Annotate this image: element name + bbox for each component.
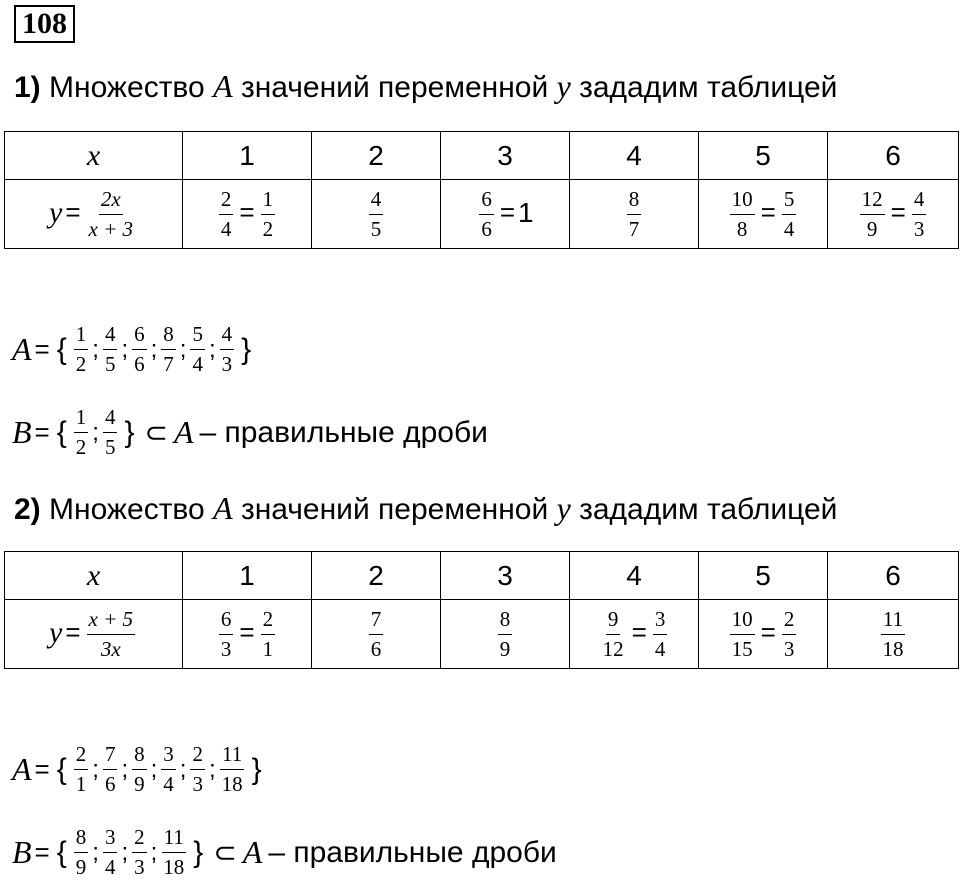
set-element [220, 322, 235, 377]
part1-label: 1) [14, 71, 41, 104]
set-element [132, 742, 147, 797]
numerator: 1 [74, 322, 89, 350]
set-note: – правильные дроби [268, 835, 557, 869]
numerator: 3 [103, 825, 118, 853]
x-header: x [5, 552, 183, 600]
separator: ; [92, 755, 99, 783]
table-row-x [5, 132, 959, 180]
x-value: 6 [828, 552, 959, 600]
y-value: $\frac{10}{15}$ = $\frac{2}{3}$ [699, 600, 828, 669]
denominator: 6 [104, 772, 116, 796]
denominator: 3 [134, 855, 145, 879]
denominator: 18 [163, 855, 185, 879]
y-formula: y = $\frac{x + 5}{3x}$ [5, 600, 183, 669]
numerator: 2 [132, 825, 147, 853]
numerator: 11 [220, 742, 244, 770]
set-element [190, 742, 205, 797]
superset-name: A [173, 414, 194, 450]
y-value: $\frac{6}{6}$ = 1 [441, 180, 570, 249]
numerator: 6 [132, 322, 147, 350]
denominator: 18 [221, 772, 243, 796]
numerator: 8 [74, 825, 89, 853]
numerator: 7 [103, 742, 118, 770]
x-value: 2 [312, 552, 441, 600]
y-value: $\frac{10}{8}$ = $\frac{5}{4}$ [699, 180, 828, 249]
y-value: $\frac{11}{18}$ [828, 600, 959, 669]
x-value: 6 [828, 132, 959, 180]
y-value: $\frac{8}{9}$ [441, 600, 570, 669]
task-number: 108 [14, 5, 75, 43]
numerator: 3 [161, 742, 176, 770]
set-element [132, 825, 147, 880]
equals-sign: = [34, 334, 50, 364]
x-value: 2 [312, 132, 441, 180]
part2-heading: 2) Множество A значений переменной y зададим таблицей [14, 490, 838, 526]
superset-name: A [242, 834, 263, 870]
set-name: A [12, 751, 32, 787]
open-brace: { [56, 752, 67, 786]
close-brace: } [241, 332, 252, 366]
table-row-y [5, 180, 959, 249]
open-brace: { [56, 332, 67, 366]
equals-sign: = [34, 837, 50, 867]
y-value: $\frac{4}{5}$ [312, 180, 441, 249]
close-brace: } [193, 835, 204, 869]
close-brace: } [124, 415, 135, 449]
denominator: 3 [192, 772, 203, 796]
numerator: 11 [162, 825, 186, 853]
set-name: A [12, 331, 32, 367]
equals-sign: = [34, 754, 50, 784]
numerator: 1 [74, 405, 89, 433]
separator: ; [150, 838, 158, 866]
x-value: 4 [570, 552, 699, 600]
part1-heading: 1) Множество A значений переменной y зададим таблицей [14, 68, 838, 104]
set-element [161, 825, 186, 880]
numerator: 4 [220, 322, 235, 350]
y-value: $\frac{9}{12}$ = $\frac{3}{4}$ [570, 600, 699, 669]
x-value: 3 [441, 132, 570, 180]
separator: ; [150, 755, 158, 783]
set-a-line-2 [12, 742, 266, 797]
denominator: 2 [75, 435, 87, 459]
set-element [74, 405, 89, 460]
open-brace: { [56, 415, 67, 449]
denominator: 4 [104, 855, 116, 879]
numerator: 8 [132, 742, 147, 770]
set-element [161, 322, 176, 377]
set-name: B [12, 834, 32, 870]
set-name: B [12, 414, 32, 450]
separator: ; [208, 335, 216, 363]
set-element [103, 405, 118, 460]
set-element [190, 322, 205, 377]
numerator: 2 [74, 742, 89, 770]
set-element [220, 742, 245, 797]
separator: ; [92, 335, 99, 363]
denominator: 5 [104, 352, 116, 376]
denominator: 2 [75, 352, 87, 376]
set-b-line-2 [12, 825, 557, 880]
separator: ; [121, 838, 129, 866]
set-note: – правильные дроби [199, 415, 488, 449]
set-element [74, 825, 89, 880]
denominator: 4 [192, 352, 203, 376]
table-row-x [5, 552, 959, 600]
separator: ; [150, 335, 158, 363]
y-value: $\frac{2}{4}$ = $\frac{1}{2}$ [183, 180, 312, 249]
set-element [103, 742, 118, 797]
set-element [74, 322, 89, 377]
values-table-1 [4, 131, 959, 249]
table-row-y [5, 600, 959, 669]
denominator: 5 [104, 435, 116, 459]
close-brace: } [251, 752, 262, 786]
y-value: $\frac{7}{6}$ [312, 600, 441, 669]
y-value: $\frac{8}{7}$ [570, 180, 699, 249]
open-brace: { [56, 835, 67, 869]
separator: ; [121, 755, 129, 783]
x-value: 1 [183, 552, 312, 600]
numerator: 4 [103, 405, 118, 433]
numerator: 5 [190, 322, 205, 350]
y-formula: y = $\frac{2x}{x + 3}$ [5, 180, 183, 249]
separator: ; [179, 335, 187, 363]
separator: ; [208, 755, 216, 783]
numerator: 2 [190, 742, 205, 770]
subset-symbol: ⊂ [213, 837, 237, 868]
set-a-line-1 [12, 322, 255, 377]
x-value: 1 [183, 132, 312, 180]
denominator: 6 [134, 352, 145, 376]
set-element [161, 742, 176, 797]
x-header: x [5, 132, 183, 180]
x-value: 4 [570, 132, 699, 180]
y-value: $\frac{12}{9}$ = $\frac{4}{3}$ [828, 180, 959, 249]
separator: ; [92, 418, 99, 446]
separator: ; [92, 838, 99, 866]
numerator: 4 [103, 322, 118, 350]
set-element [74, 742, 89, 797]
numerator: 8 [161, 322, 176, 350]
denominator: 3 [221, 352, 233, 376]
x-value: 5 [699, 132, 828, 180]
values-table-2 [4, 551, 959, 669]
denominator: 7 [163, 352, 174, 376]
denominator: 9 [75, 855, 87, 879]
set-element [103, 825, 118, 880]
equals-sign: = [34, 417, 50, 447]
set-b-line-1 [12, 405, 488, 460]
set-element [132, 322, 147, 377]
subset-symbol: ⊂ [144, 417, 168, 448]
set-element [103, 322, 118, 377]
denominator: 1 [75, 772, 87, 796]
part2-label: 2) [14, 493, 41, 526]
separator: ; [121, 335, 129, 363]
denominator: 4 [163, 772, 174, 796]
x-value: 3 [441, 552, 570, 600]
y-value: $\frac{6}{3}$ = $\frac{2}{1}$ [183, 600, 312, 669]
x-value: 5 [699, 552, 828, 600]
separator: ; [179, 755, 187, 783]
denominator: 9 [134, 772, 145, 796]
